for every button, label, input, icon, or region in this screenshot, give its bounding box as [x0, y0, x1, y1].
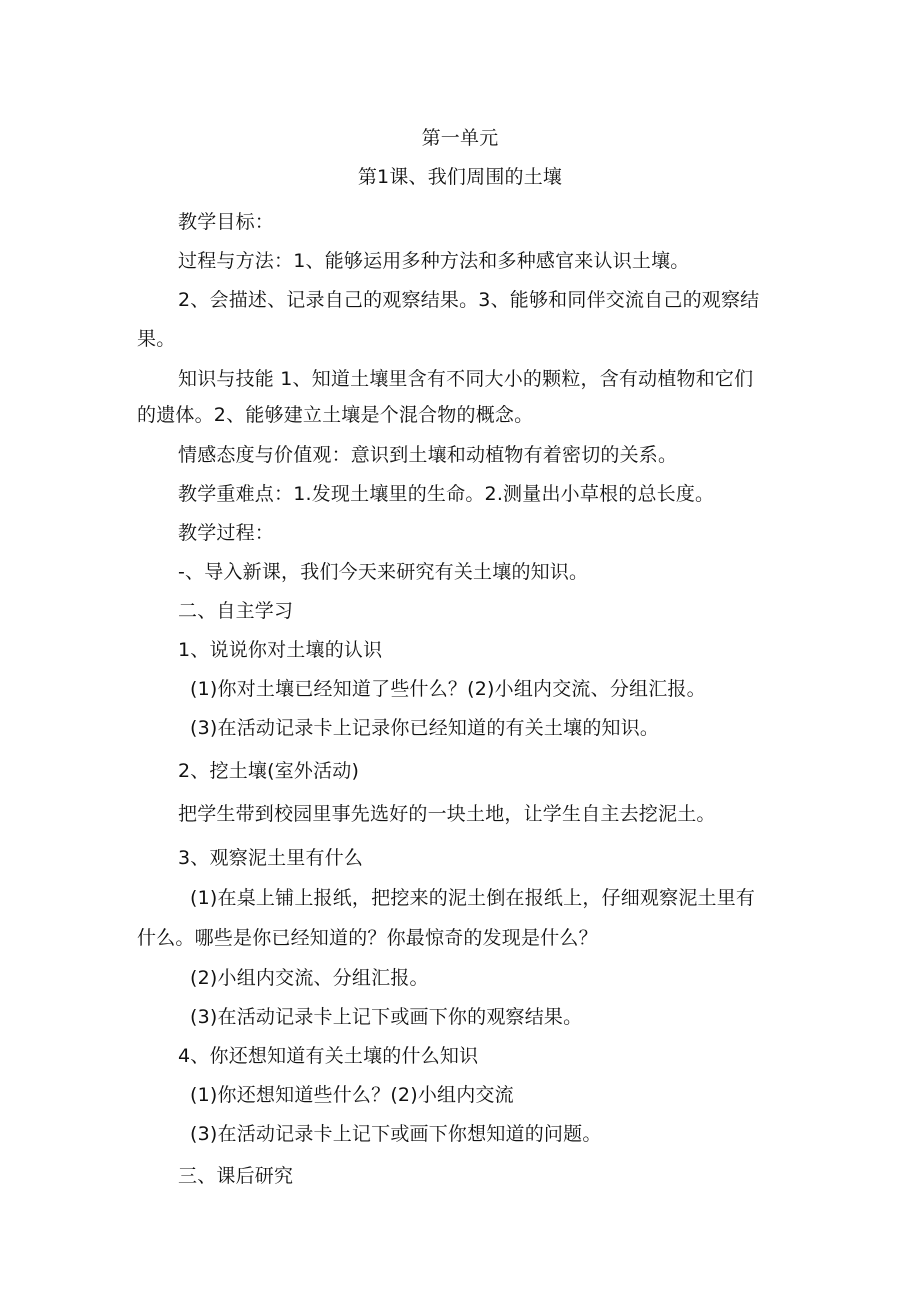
paragraph-line: 知识与技能 1、知道土壤里含有不同大小的颗粒，含有动植物和它们	[178, 368, 754, 390]
paragraph-line: -、导入新课，我们今天来研究有关土壤的知识。	[178, 561, 589, 583]
paragraph-line: 过程与方法：1、能够运用多种方法和多种感官来认识土壤。	[178, 250, 690, 272]
paragraph-line: 果。	[137, 328, 176, 350]
paragraph-line: 2、会描述、记录自己的观察结果。3、能够和同伴交流自己的观察结	[178, 289, 760, 311]
paragraph-line: (3)在活动记录卡上记录你已经知道的有关土壤的知识。	[190, 717, 660, 739]
paragraph-line: 什么。哪些是你已经知道的？你最惊奇的发现是什么？	[137, 927, 598, 949]
lesson-title: 第1课、我们周围的土壤	[357, 166, 563, 188]
subsection-heading: 3、观察泥土里有什么	[178, 847, 364, 869]
paragraph-line: 教学重难点：1.发现土壤里的生命。2.测量出小草根的总长度。	[178, 483, 715, 505]
paragraph-line: (3)在活动记录卡上记下或画下你想知道的问题。	[190, 1123, 602, 1145]
paragraph-line: (1)你对土壤已经知道了些什么？(2)小组内交流、分组汇报。	[190, 678, 706, 700]
unit-title: 第一单元	[421, 127, 499, 149]
paragraph-line: 情感态度与价值观：意识到土壤和动植物有着密切的关系。	[178, 444, 678, 466]
section-heading: 三、课后研究	[178, 1165, 294, 1187]
subsection-heading: 1、说说你对土壤的认识	[178, 639, 383, 661]
subsection-heading: 2、挖土壤(室外活动)	[178, 760, 360, 782]
section-heading: 二、自主学习	[178, 600, 294, 622]
paragraph-line: (2)小组内交流、分组汇报。	[190, 967, 429, 989]
paragraph-line: (1)你还想知道些什么？(2)小组内交流	[190, 1084, 514, 1106]
paragraph-line: (3)在活动记录卡上记下或画下你的观察结果。	[190, 1006, 583, 1028]
subsection-heading: 4、你还想知道有关土壤的什么知识	[178, 1045, 479, 1067]
section-heading-process: 教学过程：	[178, 522, 275, 544]
section-heading-objectives: 教学目标：	[178, 211, 275, 233]
paragraph-line: 把学生带到校园里事先选好的一块土地，让学生自主去挖泥土。	[178, 803, 716, 825]
paragraph-line: 的遗体。2、能够建立土壤是个混合物的概念。	[137, 404, 534, 426]
paragraph-line: (1)在桌上铺上报纸，把挖来的泥土倒在报纸上，仔细观察泥土里有	[190, 887, 756, 909]
